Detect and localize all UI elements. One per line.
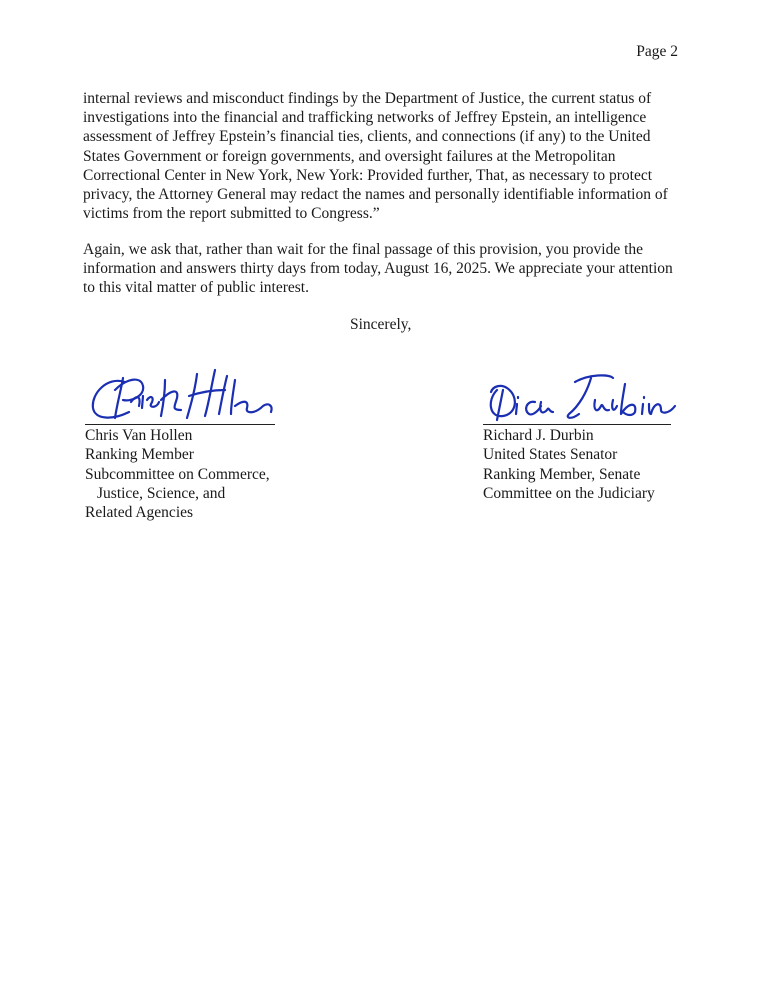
paragraph-line: Again, we ask that, rather than wait for the final passage of this provision, you provide the [83, 241, 644, 258]
signatory-name: Richard J. Durbin [483, 427, 594, 444]
signatory-name: Chris Van Hollen [85, 427, 193, 444]
signatory-details [85, 426, 305, 522]
paragraph-line: States Government or foreign governments, and oversight failures at the Metropolitan [83, 147, 616, 165]
closing-salutation: Sincerely, [350, 316, 412, 333]
signatory-title: Committee on the Judiciary [483, 484, 655, 502]
paragraph-line: information and answers thirty days from today, August 16, 2025. We appreciate your attention [83, 260, 673, 278]
paragraph-line: victims from the report submitted to Congress.” [83, 205, 380, 223]
signatory-title: Ranking Member, Senate [483, 465, 641, 483]
signatory-title: Justice, Science, and [97, 484, 226, 502]
signatory-title: Related Agencies [85, 504, 194, 522]
paragraph-line: Correctional Center in New York, New York: Provided further, That, as necessary to protect [83, 166, 653, 184]
body-paragraph-1 [83, 89, 683, 223]
signatory-title: Subcommittee on Commerce, [85, 465, 270, 483]
signatory-title: United States Senator [483, 446, 618, 464]
paragraph-line: investigations into the financial and trafficking networks of Jeffrey Epstein, an intelligence [83, 109, 647, 127]
signature-line [85, 424, 275, 425]
paragraph-line: to this vital matter of public interest. [83, 279, 309, 297]
signatory-title: Ranking Member [85, 446, 194, 464]
paragraph-line: assessment of Jeffrey Epstein’s financial ties, clients, and connections (if any) to the United [83, 128, 651, 146]
signature-block-durbin [483, 360, 703, 503]
page-number: Page 2 [636, 43, 678, 60]
paragraph-line: internal reviews and misconduct findings by the Department of Justice, the current status of [83, 90, 652, 107]
handwritten-signature-durbin [483, 360, 683, 424]
body-paragraph-2 [83, 240, 683, 298]
signature-line [483, 424, 671, 425]
signatory-details [483, 426, 703, 503]
signature-block-van-hollen [85, 360, 305, 522]
paragraph-line: privacy, the Attorney General may redact the names and personally identifiable information of [83, 186, 668, 204]
handwritten-signature-van-hollen [85, 360, 285, 424]
